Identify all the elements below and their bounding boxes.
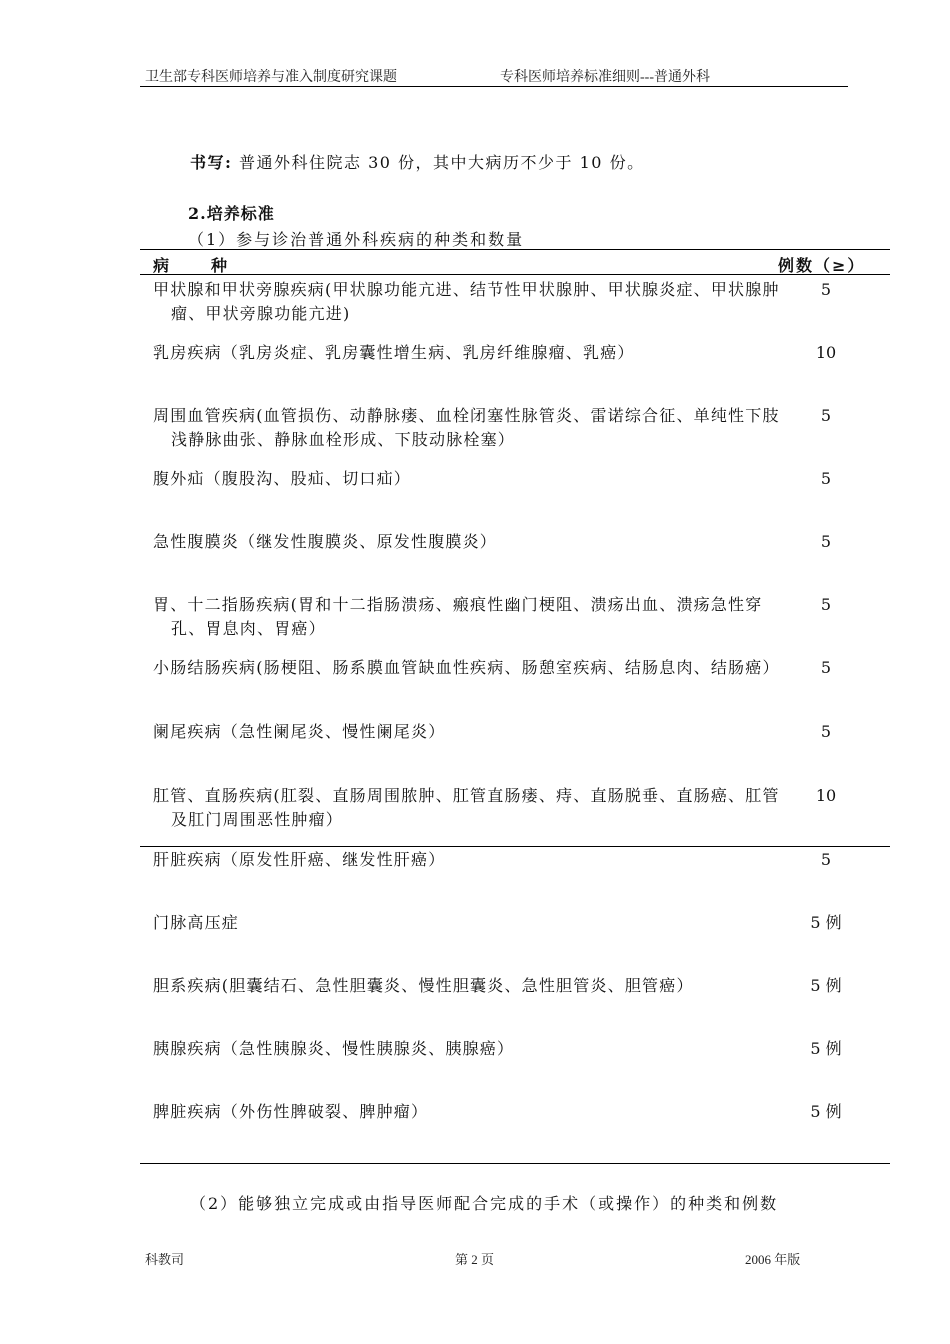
table-row (153, 784, 890, 832)
table-row (153, 341, 890, 365)
case-count: 5 (820, 658, 832, 677)
case-count: 5 (820, 722, 832, 741)
disease-name: 乳房疾病（乳房炎症、乳房囊性增生病、乳房纤维腺瘤、乳癌） (153, 343, 635, 362)
writing-requirement (190, 150, 645, 173)
disease-name: 周围血管疾病(血管损伤、动静脉瘘、血栓闭塞性脉管炎、雷诺综合征、单纯性下肢浅静脉曲张、静脉血栓形成、下肢动脉栓塞） (153, 406, 780, 449)
disease-name: 胰腺疾病（急性胰腺炎、慢性胰腺炎、胰腺癌） (153, 1039, 515, 1058)
disease-name: 门脉高压症 (153, 913, 240, 932)
case-count: 5 (820, 406, 832, 425)
table-row (153, 974, 890, 998)
case-count: 5 (820, 280, 832, 299)
table-row (153, 404, 890, 452)
disease-name: 甲状腺和甲状旁腺疾病(甲状腺功能亢进、结节性甲状腺肿、甲状腺炎症、甲状腺肿瘤、甲状旁腺功能亢进) (153, 280, 780, 323)
table-header-rule (140, 274, 890, 275)
case-count: 10 (815, 343, 837, 362)
case-count: 5 例 (810, 1039, 842, 1058)
case-count: 10 (815, 786, 837, 805)
disease-name: 阑尾疾病（急性阑尾炎、慢性阑尾炎） (153, 722, 446, 741)
disease-name: 肛管、直肠疾病(肛裂、直肠周围脓肿、肛管直肠瘘、痔、直肠脱垂、直肠癌、肛管及肛门周围恶性肿瘤） (153, 786, 780, 829)
table-row (153, 278, 890, 326)
disease-name: 胃、十二指肠疾病(胃和十二指肠溃疡、瘢痕性幽门梗阻、溃疡出血、溃疡急性穿孔、胃息肉、胃癌） (153, 595, 763, 638)
header-right-title: 专科医师培养标准细则---普通外科 (500, 70, 710, 85)
writing-text: 普通外科住院志 30 份，其中大病历不少于 10 份。 (232, 153, 645, 172)
disease-name: 胆系疾病(胆囊结石、急性胆囊炎、慢性胆囊炎、急性胆管炎、胆管癌） (153, 976, 694, 995)
case-count: 5 (820, 595, 832, 614)
table-header-disease-b: 种 (211, 256, 230, 275)
footer-page-number: 第 2 页 (455, 1252, 495, 1267)
table-row (153, 530, 890, 554)
section-title-training-standard: 2.培养标准 (188, 204, 275, 223)
table-row (153, 911, 890, 935)
table-row (153, 467, 890, 491)
header-left-title: 卫生部专科医师培养与准入制度研究课题 (145, 70, 397, 85)
table-header-disease (153, 253, 229, 276)
case-count: 5 (820, 469, 832, 488)
case-count: 5 (820, 532, 832, 551)
header-rule (140, 86, 848, 87)
subsection-surgery-types: （2）能够独立完成或由指导医师配合完成的手术（或操作）的种类和例数 (190, 1194, 779, 1213)
case-count: 5 例 (810, 976, 842, 995)
table-header-count: 例数（≥） (778, 256, 866, 275)
table-row (153, 720, 890, 744)
disease-name: 急性腹膜炎（继发性腹膜炎、原发性腹膜炎） (153, 532, 498, 551)
table-row (153, 1037, 890, 1061)
table-bottom-rule (140, 1163, 890, 1164)
table-row (153, 1100, 890, 1124)
table-row (153, 656, 890, 680)
disease-name: 腹外疝（腹股沟、股疝、切口疝） (153, 469, 412, 488)
disease-name: 小肠结肠疾病(肠梗阻、肠系膜血管缺血性疾病、肠憩室疾病、结肠息肉、结肠癌） (153, 658, 780, 677)
disease-name: 脾脏疾病（外伤性脾破裂、脾肿瘤） (153, 1102, 429, 1121)
case-count: 5 例 (810, 913, 842, 932)
footer-edition: 2006 年版 (745, 1252, 801, 1267)
disease-name: 肝脏疾病（原发性肝癌、继发性肝癌） (153, 850, 446, 869)
table-top-rule (140, 249, 890, 250)
footer-department: 科教司 (145, 1252, 185, 1267)
table-mid-rule (140, 846, 890, 847)
subsection-disease-types: （1）参与诊治普通外科疾病的种类和数量 (188, 230, 525, 249)
table-row (153, 593, 890, 641)
case-count: 5 (820, 850, 832, 869)
writing-label: 书写: (190, 153, 233, 172)
case-count: 5 例 (810, 1102, 842, 1121)
table-row (153, 848, 890, 872)
table-header-disease-a: 病 (153, 256, 172, 275)
